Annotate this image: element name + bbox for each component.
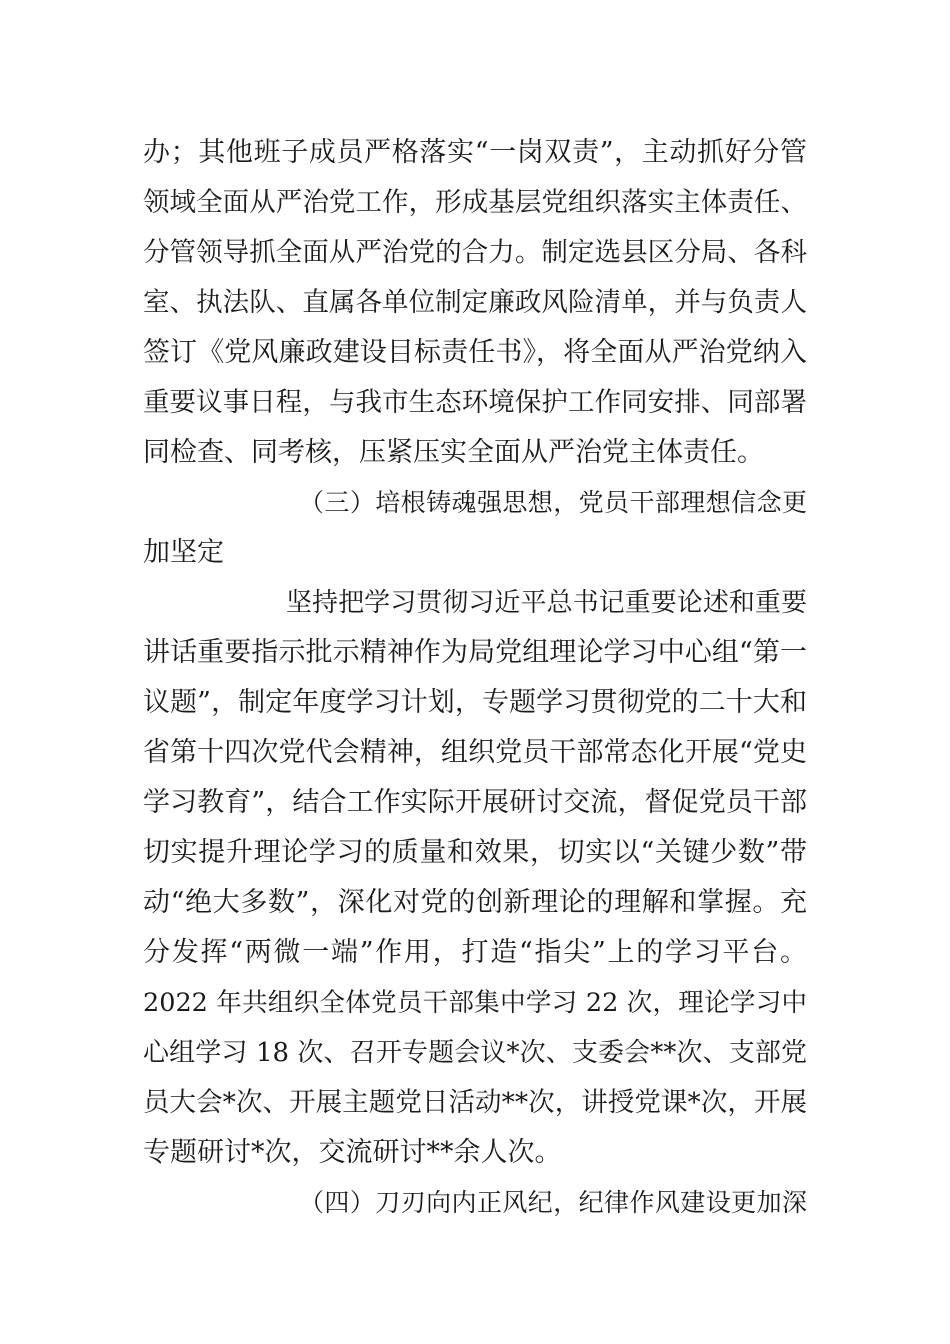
body-line-17: 心组学习 18 次、召开专题会议*次、支委会**次、支部党: [143, 1038, 807, 1068]
section-heading-3-line-1: （三）培根铸魂强思想，党员干部理想信念更: [299, 488, 807, 517]
body-line-4: 室、执法队、直属各单位制定廉政风险清单，并与负责人: [143, 287, 807, 318]
body-line-6: 重要议事日程，与我市生态环境保护工作同安排、同部署: [143, 387, 807, 418]
body-line-1: 办；其他班子成员严格落实“一岗双责”，主动抓好分管: [143, 137, 807, 168]
body-line-16: 2022 年共组织全体党员干部集中学习 22 次，理论学习中: [143, 988, 807, 1018]
body-line-13: 切实提升理论学习的质量和效果，切实以“关键少数”带: [143, 837, 807, 868]
body-line-5: 签订《党风廉政建设目标责任书》，将全面从严治党纳入: [143, 337, 807, 368]
body-line-19: 专题研讨*次，交流研讨**余人次。: [143, 1137, 562, 1168]
section-heading-4-line-1: （四）刀刃向内正风纪，纪律作风建设更加深: [299, 1188, 807, 1217]
body-line-14: 动“绝大多数”，深化对党的创新理论的理解和掌握。充: [143, 887, 807, 918]
section-heading-3-line-2: 加坚定: [143, 537, 224, 568]
body-line-3: 分管领导抓全面从严治党的合力。制定选县区分局、各科: [143, 237, 807, 268]
body-line-9: 讲话重要指示批示精神作为局党组理论学习中心组“第一: [143, 637, 807, 668]
body-line-12: 学习教育”，结合工作实际开展研讨交流，督促党员干部: [143, 787, 807, 818]
body-line-2: 领域全面从严治党工作，形成基层党组织落实主体责任、: [143, 187, 807, 218]
body-line-10: 议题”，制定年度学习计划，专题学习贯彻党的二十大和: [143, 687, 807, 718]
body-line-18: 员大会*次、开展主题党日活动**次，讲授党课*次，开展: [143, 1087, 807, 1118]
body-line-15: 分发挥“两微一端”作用，打造“指尖”上的学习平台。: [143, 937, 807, 968]
body-line-11: 省第十四次党代会精神，组织党员干部常态化开展“党史: [143, 737, 807, 768]
body-line-8: 坚持把学习贯彻习近平总书记重要论述和重要: [286, 588, 807, 618]
body-line-7: 同检查、同考核，压紧压实全面从严治党主体责任。: [143, 437, 764, 468]
